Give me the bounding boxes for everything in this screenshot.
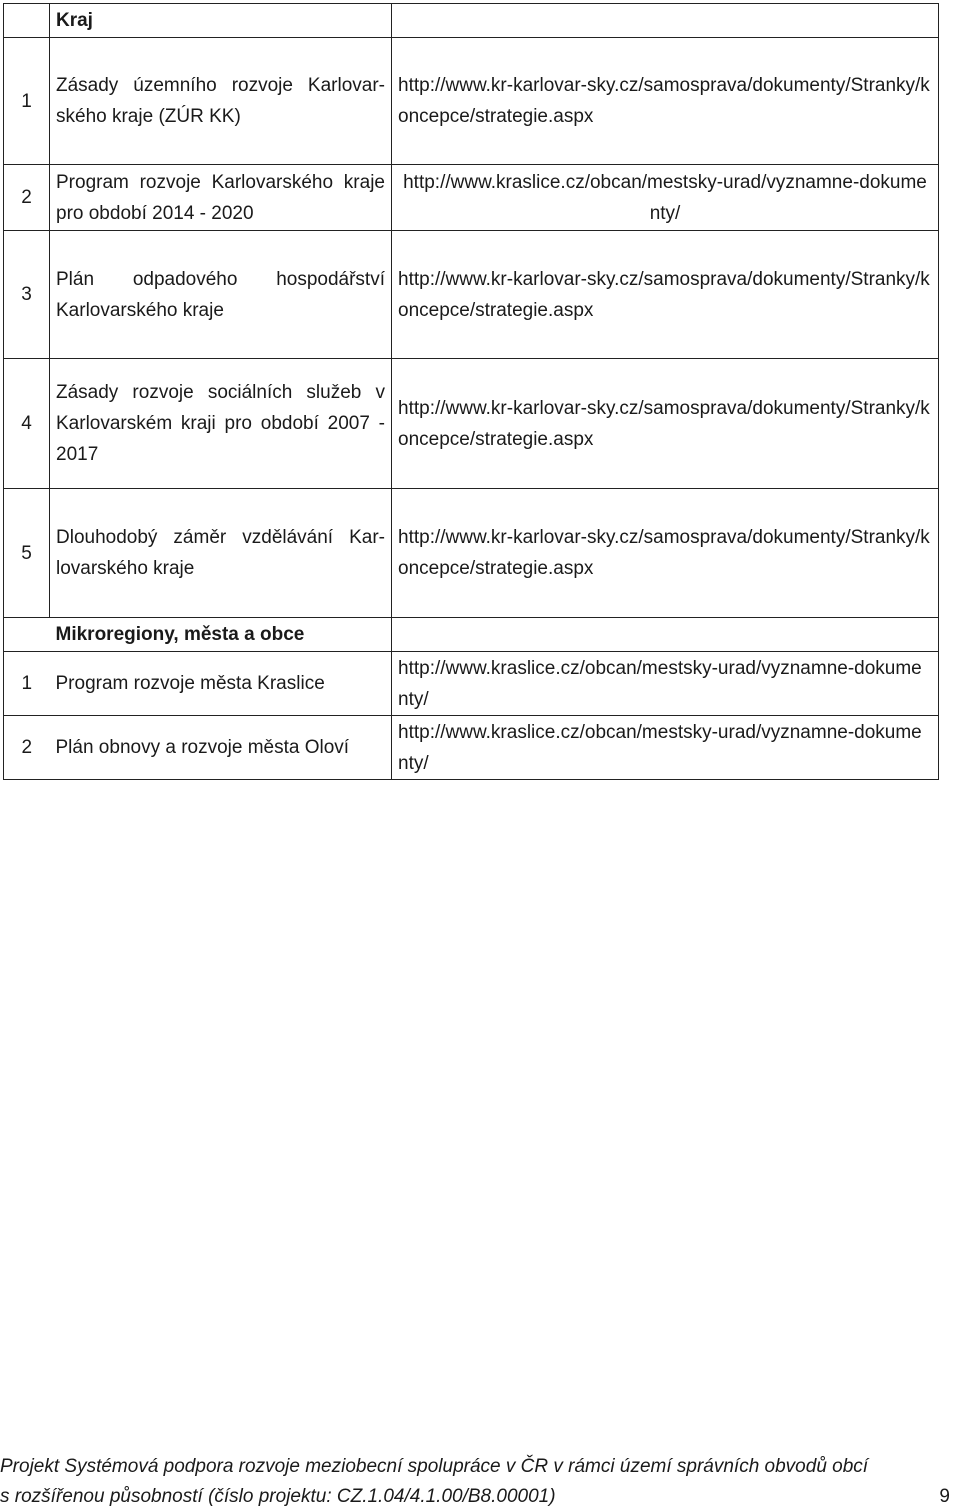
- page-number: 9: [939, 1486, 950, 1507]
- footer-project-number-line: s rozšířenou působností (číslo projektu: CZ.1.04/4.1.00/B8.00001): [0, 1486, 556, 1507]
- row-number: 4: [4, 359, 50, 489]
- strategic-documents-table: [3, 3, 939, 780]
- micro-heading-link-cell: [392, 618, 939, 652]
- row-number: 1: [4, 38, 50, 165]
- row-number: 2: [4, 165, 50, 231]
- table-row: [4, 652, 939, 716]
- document-name: Dlouhodobý záměr vzdělávání Karlovarského kraje: [50, 489, 392, 618]
- row-number: 1: [4, 652, 50, 716]
- document-name: Zásady rozvoje sociálních služeb v Karlovarském kraji pro období 2007 - 2017: [50, 359, 392, 489]
- document-link[interactable]: http://www.kraslice.cz/obcan/mestsky-urad/vyznamne-dokumenty/: [392, 652, 939, 716]
- table-row: [4, 165, 939, 231]
- page-footer: [0, 1452, 950, 1512]
- table-row: [4, 716, 939, 780]
- micro-heading-num-cell: [4, 618, 50, 652]
- footer-project-line: Projekt Systémová podpora rozvoje meziobecní spolupráce v ČR v rámci území správních obvodů obcí: [0, 1456, 869, 1477]
- kraj-heading-link-cell: [392, 4, 939, 38]
- document-name: Program rozvoje Karlovarského kraje pro období 2014 - 2020: [50, 165, 392, 231]
- table-row: [4, 38, 939, 165]
- document-name: Program rozvoje města Kraslice: [50, 652, 392, 716]
- document-link[interactable]: http://www.kraslice.cz/obcan/mestsky-urad/vyznamne-dokumenty/: [392, 165, 939, 231]
- kraj-heading-num-cell: [4, 4, 50, 38]
- document-link[interactable]: http://www.kr-karlovar-sky.cz/samosprava/dokumenty/Stranky/koncepce/strategie.aspx: [392, 489, 939, 618]
- row-number: 3: [4, 231, 50, 359]
- document-link[interactable]: http://www.kraslice.cz/obcan/mestsky-urad/vyznamne-dokumenty/: [392, 716, 939, 780]
- document-name: Plán odpadového hospodářství Karlovarského kraje: [50, 231, 392, 359]
- micro-heading: Mikroregiony, města a obce: [50, 618, 392, 652]
- document-link[interactable]: http://www.kr-karlovar-sky.cz/samosprava/dokumenty/Stranky/koncepce/strategie.aspx: [392, 231, 939, 359]
- row-number: 2: [4, 716, 50, 780]
- kraj-heading-row: [4, 4, 939, 38]
- table-row: [4, 359, 939, 489]
- micro-heading-row: [4, 618, 939, 652]
- table-row: [4, 231, 939, 359]
- kraj-heading: Kraj: [50, 4, 392, 38]
- document-name: Plán obnovy a rozvoje města Oloví: [50, 716, 392, 780]
- document-link[interactable]: http://www.kr-karlovar-sky.cz/samosprava/dokumenty/Stranky/koncepce/strategie.aspx: [392, 38, 939, 165]
- document-link[interactable]: http://www.kr-karlovar-sky.cz/samosprava/dokumenty/Stranky/koncepce/strategie.aspx: [392, 359, 939, 489]
- table-row: [4, 489, 939, 618]
- document-name: Zásady územního rozvoje Karlovarského kraje (ZÚR KK): [50, 38, 392, 165]
- row-number: 5: [4, 489, 50, 618]
